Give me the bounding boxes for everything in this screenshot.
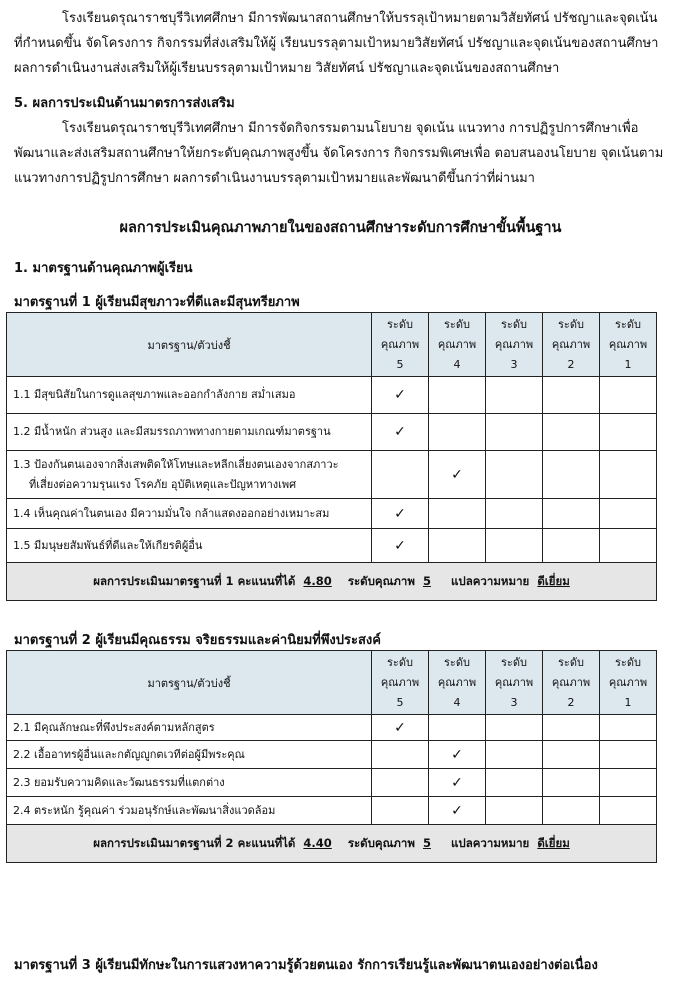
level-3-cell	[486, 414, 543, 451]
level-4-header: ระดับ คุณภาพ 4	[429, 313, 486, 377]
table-row	[7, 529, 657, 563]
level-5-cell	[372, 414, 429, 451]
main-title: ผลการประเมินคุณภาพภายในของสถานศึกษาระดับการศึกษาขั้นพื้นฐาน	[119, 220, 562, 236]
level-4-cell	[429, 529, 486, 563]
level-5-header: ระดับ คุณภาพ 5	[372, 651, 429, 715]
level-2-cell	[543, 499, 600, 529]
level-2-cell	[543, 797, 600, 825]
summary-row	[7, 825, 657, 863]
level-5-cell	[372, 715, 429, 741]
level-1-cell	[600, 715, 657, 741]
level-4-cell	[429, 499, 486, 529]
check-icon: ✓	[394, 424, 406, 440]
level-1-cell	[600, 741, 657, 769]
level-5-cell	[372, 769, 429, 797]
level-1-cell	[600, 414, 657, 451]
level-2-cell	[543, 377, 600, 414]
level-3-cell	[486, 741, 543, 769]
check-icon: ✓	[451, 466, 463, 483]
level-5-cell	[372, 797, 429, 825]
standard2-title: มาตรฐานที่ 2 ผู้เรียนมีคุณธรรม จริยธรรมและค่านิยมที่พึงประสงค์	[14, 633, 381, 648]
level-2-cell	[543, 741, 600, 769]
standard1-summary: ผลการประเมินมาตรฐานที่ 1 คะแนนที่ได้ 4.80 ระดับคุณภาพ 5 แปลความหมาย ดีเยี่ยม	[7, 563, 657, 601]
table-row	[7, 451, 657, 499]
level-5-cell	[372, 529, 429, 563]
indicator-label: 1.2 มีน้ำหนัก ส่วนสูง และมีสมรรถภาพทางกายตามเกณฑ์มาตรฐาน	[7, 414, 372, 451]
table-row	[7, 377, 657, 414]
level-5-cell	[372, 499, 429, 529]
level-1-header: ระดับ คุณภาพ 1	[600, 651, 657, 715]
level-4-header: ระดับ คุณภาพ 4	[429, 651, 486, 715]
table-row	[7, 414, 657, 451]
level-1-cell	[600, 499, 657, 529]
check-icon: ✓	[394, 719, 406, 736]
level-4-cell	[429, 377, 486, 414]
level-2-cell	[543, 451, 600, 499]
level-5-header: ระดับ คุณภาพ 5	[372, 313, 429, 377]
level-5-cell	[372, 741, 429, 769]
indicator-label: 1.1 มีสุขนิสัยในการดูแลสุขภาพและออกกำลังกาย สม่ำเสมอ	[7, 377, 372, 414]
level-3-header: ระดับ คุณภาพ 3	[486, 651, 543, 715]
level-5-cell	[372, 377, 429, 414]
table-row	[7, 499, 657, 529]
level-2-header: ระดับ คุณภาพ 2	[543, 651, 600, 715]
level-4-cell	[429, 414, 486, 451]
level-2-header: ระดับ คุณภาพ 2	[543, 313, 600, 377]
intro-paragraph: โรงเรียนดรุณาราชบุรีวิเทศศึกษา มีการพัฒนาสถานศึกษาให้บรรลุเป้าหมายตามวิสัยทัศน์ ปรัชญาและจุดเน้นที่กำหนดขึ้น จัดโครงการ กิจกรรมที่ส่งเสริมให้ผู้ เรียนบรรลุตามเป้าหมายวิสัยทัศน์ ปรัชญาและจุดเน้นของสถานศึกษา ผลการดำเนินงานส่งเสริมให้ผู้เรียนบรรลุตามเป้าหมาย วิสัยทัศน์ ปรัชญาและจุดเน้นของสถานศึกษา	[14, 11, 659, 76]
section1-heading: 1. มาตรฐานด้านคุณภาพผู้เรียน	[14, 261, 193, 276]
indicator-header: มาตรฐาน/ตัวบ่งชี้	[7, 313, 372, 377]
check-icon: ✓	[451, 802, 463, 819]
indicator-label: 2.4 ตระหนัก รู้คุณค่า ร่วมอนุรักษ์และพัฒนาสิ่งแวดล้อม	[7, 797, 372, 825]
level-3-cell	[486, 769, 543, 797]
indicator-header: มาตรฐาน/ตัวบ่งชี้	[7, 651, 372, 715]
table-header-row	[7, 313, 657, 377]
level-1-cell	[600, 529, 657, 563]
level-4-cell	[429, 715, 486, 741]
indicator-label: 2.1 มีคุณลักษณะที่พึงประสงค์ตามหลักสูตร	[7, 715, 372, 741]
level-1-header: ระดับ คุณภาพ 1	[600, 313, 657, 377]
level-2-cell	[543, 715, 600, 741]
level-4-cell	[429, 741, 486, 769]
level-4-cell	[429, 451, 486, 499]
table-row	[7, 797, 657, 825]
level-3-cell	[486, 529, 543, 563]
level-4-cell	[429, 769, 486, 797]
indicator-label: 2.2 เอื้ออาทรผู้อื่นและกตัญญูกตเวทีต่อผู้มีพระคุณ	[7, 741, 372, 769]
check-icon: ✓	[394, 505, 406, 522]
level-3-cell	[486, 797, 543, 825]
level-3-cell	[486, 499, 543, 529]
level-4-cell	[429, 797, 486, 825]
section5-paragraph: โรงเรียนดรุณาราชบุรีวิเทศศึกษา มีการจัดกิจกรรมตามนโยบาย จุดเน้น แนวทาง การปฏิรูปการศึกษาเพื่อพัฒนาและส่งเสริมสถานศึกษาให้ยกระดับคุณภาพสูงขึ้น จัดโครงการ กิจกรรมพิเศษเพื่อ ตอบสนองนโยบาย จุดเน้นตามแนวทางการปฏิรูปการศึกษา ผลการดำเนินงานบรรลุตามเป้าหมายและพัฒนาดีขึ้นกว่าที่ผ่านมา	[14, 121, 664, 186]
section5-heading: 5. ผลการประเมินด้านมาตรการส่งเสริม	[14, 96, 235, 111]
indicator-label: 1.5 มีมนุษยสัมพันธ์ที่ดีและให้เกียรติผู้อื่น	[7, 529, 372, 563]
indicator-label: 1.4 เห็นคุณค่าในตนเอง มีความมั่นใจ กล้าแสดงออกอย่างเหมาะสม	[7, 499, 372, 529]
level-1-cell	[600, 451, 657, 499]
table-row	[7, 715, 657, 741]
level-5-cell	[372, 451, 429, 499]
level-1-cell	[600, 769, 657, 797]
level-1-cell	[600, 797, 657, 825]
standard1-table	[6, 312, 657, 601]
standard1-title: มาตรฐานที่ 1 ผู้เรียนมีสุขภาวะที่ดีและมีสุนทรียภาพ	[14, 295, 300, 310]
level-3-cell	[486, 451, 543, 499]
standard3-title: มาตรฐานที่ 3 ผู้เรียนมีทักษะในการแสวงหาความรู้ด้วยตนเอง รักการเรียนรู้และพัฒนาตนเองอย่างต่อเนื่อง	[14, 958, 598, 973]
level-3-cell	[486, 377, 543, 414]
standard2-table	[6, 650, 657, 863]
standard2-summary: ผลการประเมินมาตรฐานที่ 2 คะแนนที่ได้ 4.40 ระดับคุณภาพ 5 แปลความหมาย ดีเยี่ยม	[7, 825, 657, 863]
indicator-label: 1.3 ป้องกันตนเองจากสิ่งเสพติดให้โทษและหลีกเลี่ยงตนเองจากสภาวะ ที่เสี่ยงต่อความรุนแรง โรคภัย อุบัติเหตุและปัญหาทางเพศ	[7, 451, 372, 499]
level-3-cell	[486, 715, 543, 741]
level-3-header: ระดับ คุณภาพ 3	[486, 313, 543, 377]
level-2-cell	[543, 414, 600, 451]
table-header-row	[7, 651, 657, 715]
level-1-cell	[600, 377, 657, 414]
check-icon: ✓	[451, 746, 463, 763]
level-2-cell	[543, 769, 600, 797]
indicator-label: 2.3 ยอมรับความคิดและวัฒนธรรมที่แตกต่าง	[7, 769, 372, 797]
check-icon: ✓	[394, 537, 406, 554]
table-row	[7, 741, 657, 769]
table-row	[7, 769, 657, 797]
summary-row	[7, 563, 657, 601]
level-2-cell	[543, 529, 600, 563]
check-icon: ✓	[451, 774, 463, 791]
check-icon: ✓	[394, 387, 406, 403]
